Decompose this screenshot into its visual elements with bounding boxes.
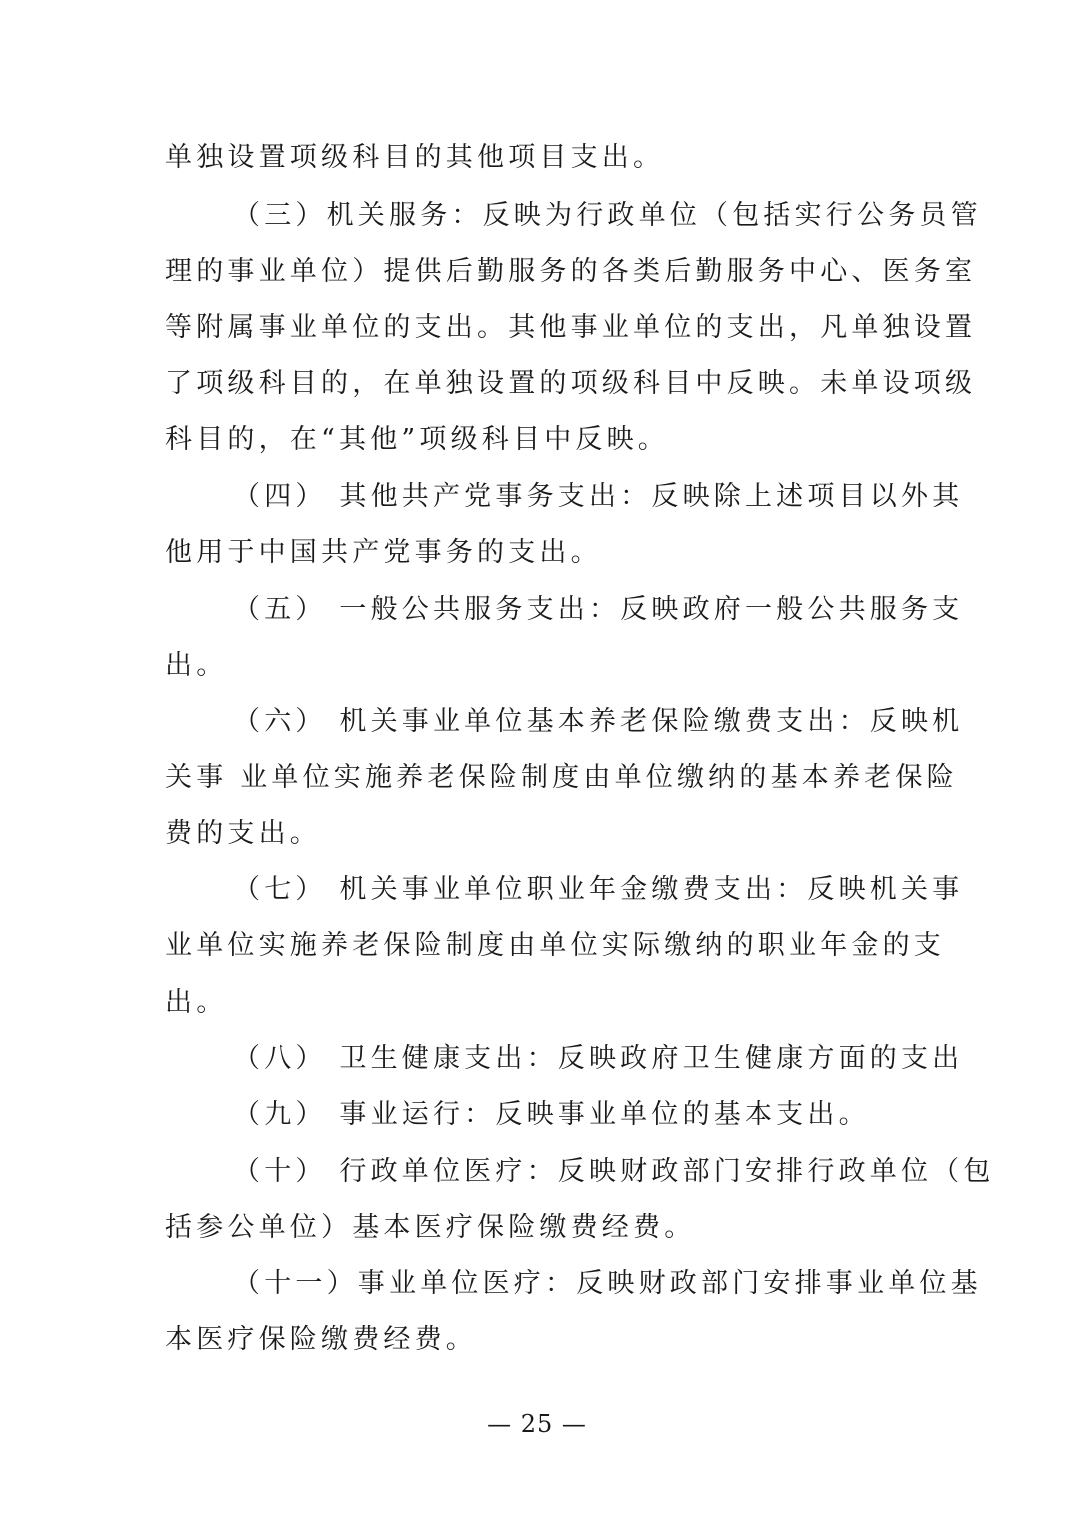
page-number: — 25 — — [487, 1410, 587, 1438]
text-line: 出。 — [165, 987, 228, 1018]
text-line: 他用于中国共产党事务的支出。 — [165, 537, 602, 568]
text-line: 理的事业单位）提供后勤服务的各类后勤服务中心、医务室 — [165, 256, 977, 287]
text-line: （七） 机关事业单位职业年金缴费支出：反映机关事 — [233, 874, 964, 905]
text-line: （十） 行政单位医疗：反映财政部门安排行政单位（包 — [233, 1156, 995, 1187]
text-line: 出。 — [165, 650, 228, 681]
text-line: 单独设置项级科目的其他项目支出。 — [165, 142, 665, 173]
text-line: （三）机关服务：反映为行政单位（包括实行公务员管 — [233, 200, 982, 231]
text-line: 等附属事业单位的支出。其他事业单位的支出，凡单独设置 — [165, 312, 977, 343]
text-line: （八） 卫生健康支出：反映政府卫生健康方面的支出 — [233, 1043, 964, 1074]
text-line: 了项级科目的，在单独设置的项级科目中反映。未单设项级 — [165, 368, 977, 399]
text-line: （四） 其他共产党事务支出：反映除上述项目以外其 — [233, 481, 964, 512]
text-line: （九） 事业运行：反映事业单位的基本支出。 — [233, 1099, 870, 1130]
text-line: 科目的，在“其他”项级科目中反映。 — [165, 424, 670, 455]
text-line: 费的支出。 — [165, 818, 321, 849]
text-line: （六） 机关事业单位基本养老保险缴费支出：反映机 — [233, 706, 964, 737]
text-line: 括参公单位）基本医疗保险缴费经费。 — [165, 1212, 696, 1243]
text-line: 关事 业单位实施养老保险制度由单位缴纳的基本养老保险 — [165, 762, 958, 793]
text-line: （五） 一般公共服务支出：反映政府一般公共服务支 — [233, 594, 964, 625]
text-line: （十一）事业单位医疗：反映财政部门安排事业单位基 — [233, 1268, 982, 1299]
text-line: 本医疗保险缴费经费。 — [165, 1324, 477, 1355]
text-line: 业单位实施养老保险制度由单位实际缴纳的职业年金的支 — [165, 930, 945, 961]
